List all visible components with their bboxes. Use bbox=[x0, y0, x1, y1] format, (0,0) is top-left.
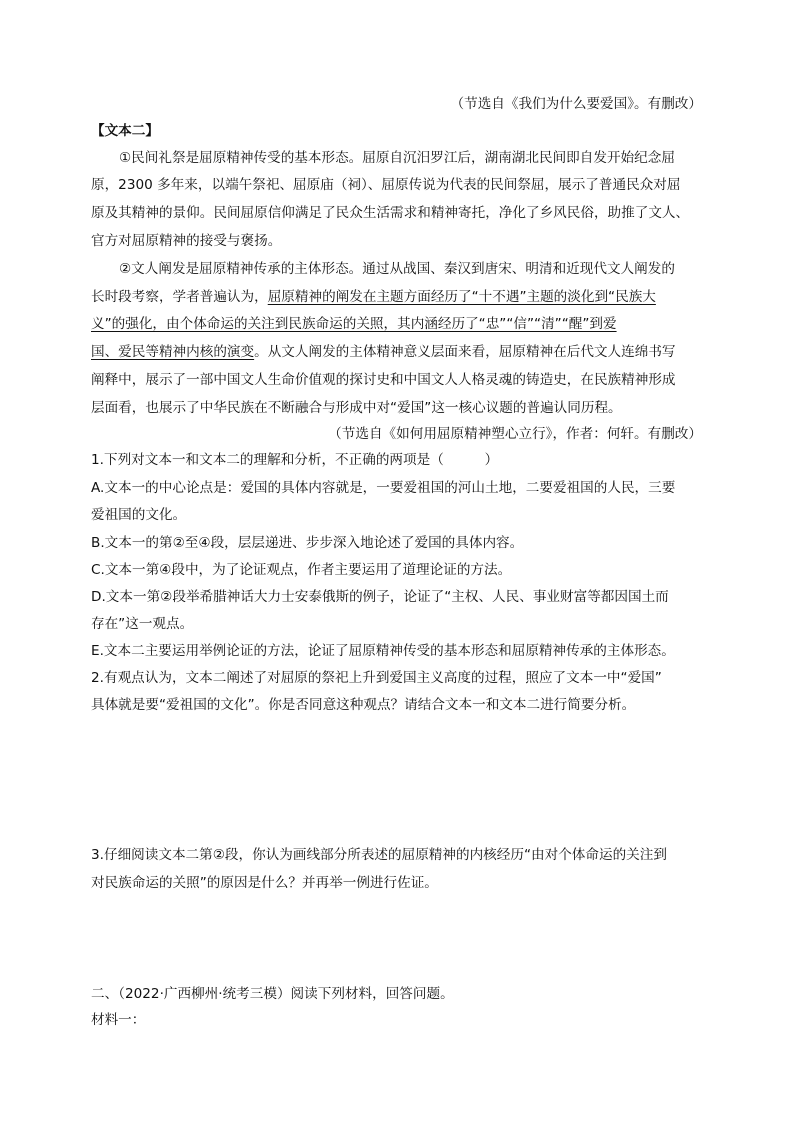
question3-line2: 对民族命运的关照”的原因是什么？并再举一例进行佐证。 bbox=[91, 875, 438, 891]
question1-stem: 1.下列对文本一和文本二的理解和分析，不正确的两项是（ ） bbox=[91, 452, 499, 468]
question1-option-e: E.文本二主要运用举例论证的方法，论证了屈原精神传受的基本形态和屈原精神传承的主体形态。 bbox=[91, 643, 675, 659]
para2-line6: 层面看，也展示了中华民族在不断融合与形成中对“爱国”这一核心议题的普遍认同历程。 bbox=[91, 400, 622, 416]
question1-option-b: B.文本一的第②至④段，层层递进、步步深入地论述了爱国的具体内容。 bbox=[91, 535, 524, 551]
source-note-text2: （节选自《如何用屈原精神塑心立行》，作者：何轩。有删改） bbox=[328, 426, 702, 442]
para1-line3: 原及其精神的景仰。民间屈原信仰满足了民众生活需求和精神寄托，净化了乡风民俗，助推了文人、 bbox=[91, 205, 690, 221]
underlined-passage-part3: 国、爱民等精神内核的演变 bbox=[91, 344, 255, 360]
underlined-passage-part1: 屈原精神的阐发在主题方面经历了“十不遇”主题的淡化到“民族大 bbox=[267, 289, 656, 305]
para2-line4-plain: 。从文人阐发的主体精神意义层面来看，屈原精神在后代文人连绵书写 bbox=[254, 344, 676, 360]
para2-line2 bbox=[91, 287, 656, 307]
question3-line1: 3.仔细阅读文本二第②段，你认为画线部分所表述的屈原精神的内核经历“由对个体命运的关注到 bbox=[91, 847, 667, 863]
para2-line2-plain: 长时段考察，学者普遍认为， bbox=[91, 289, 268, 305]
question1-option-d-line1: D.文本一第②段举希腊神话大力士安泰俄斯的例子，论证了“主权、人民、事业财富等都因国土而 bbox=[91, 589, 669, 605]
question1-option-d-line2: 存在”这一观点。 bbox=[91, 616, 194, 632]
question2-line1: 2.有观点认为，文本二阐述了对屈原的祭祀上升到爱国主义高度的过程，照应了文本一中“爱国” bbox=[91, 670, 662, 686]
para2-line5: 阐释中，展示了一部中国文人生命价值观的探讨史和中国文人人格灵魂的铸造史，在民族精神形成 bbox=[91, 372, 676, 388]
para2-line3 bbox=[91, 314, 617, 334]
para2-line1: ②文人阐发是屈原精神传承的主体形态。通过从战国、秦汉到唐宋、明清和近现代文人阐发的 bbox=[119, 261, 675, 277]
material1-label: 材料一： bbox=[91, 1012, 146, 1028]
source-note-text1: （节选自《我们为什么要爱国》。有删改） bbox=[450, 96, 702, 112]
question2-line2: 具体就是要“爱祖国的文化”。你是否同意这种观点？请结合文本一和文本二进行简要分析。 bbox=[91, 697, 636, 713]
text2-heading: 【文本二】 bbox=[91, 123, 159, 139]
para1-line2: 原，2300 多年来，以端午祭祀、屈原庙（祠）、屈原传说为代表的民间祭屈，展示了普通民众对屈 bbox=[91, 177, 681, 193]
section2-heading: 二、（2022·广西柳州·统考三模）阅读下列材料，回答问题。 bbox=[91, 986, 454, 1002]
question1-option-a-line1: A.文本一的中心论点是：爱国的具体内容就是，一要爱祖国的河山土地，二要爱祖国的人民，三要 bbox=[91, 480, 676, 496]
question1-option-a-line2: 爱祖国的文化。 bbox=[91, 507, 187, 523]
question1-option-c: C.文本一第④段中，为了论证观点，作者主要运用了道理论证的方法。 bbox=[91, 562, 512, 578]
underlined-passage-part2: 义”的强化，由个体命运的关注到民族命运的关照，其内涵经历了“忠”“信”“清”“醒”到爱 bbox=[91, 316, 617, 332]
para1-line1: ①民间礼祭是屈原精神传受的基本形态。屈原自沉汨罗江后，湖南湖北民间即自发开始纪念屈 bbox=[119, 150, 675, 166]
para1-line4: 官方对屈原精神的接受与褒扬。 bbox=[91, 233, 282, 249]
para2-line4 bbox=[91, 342, 676, 362]
